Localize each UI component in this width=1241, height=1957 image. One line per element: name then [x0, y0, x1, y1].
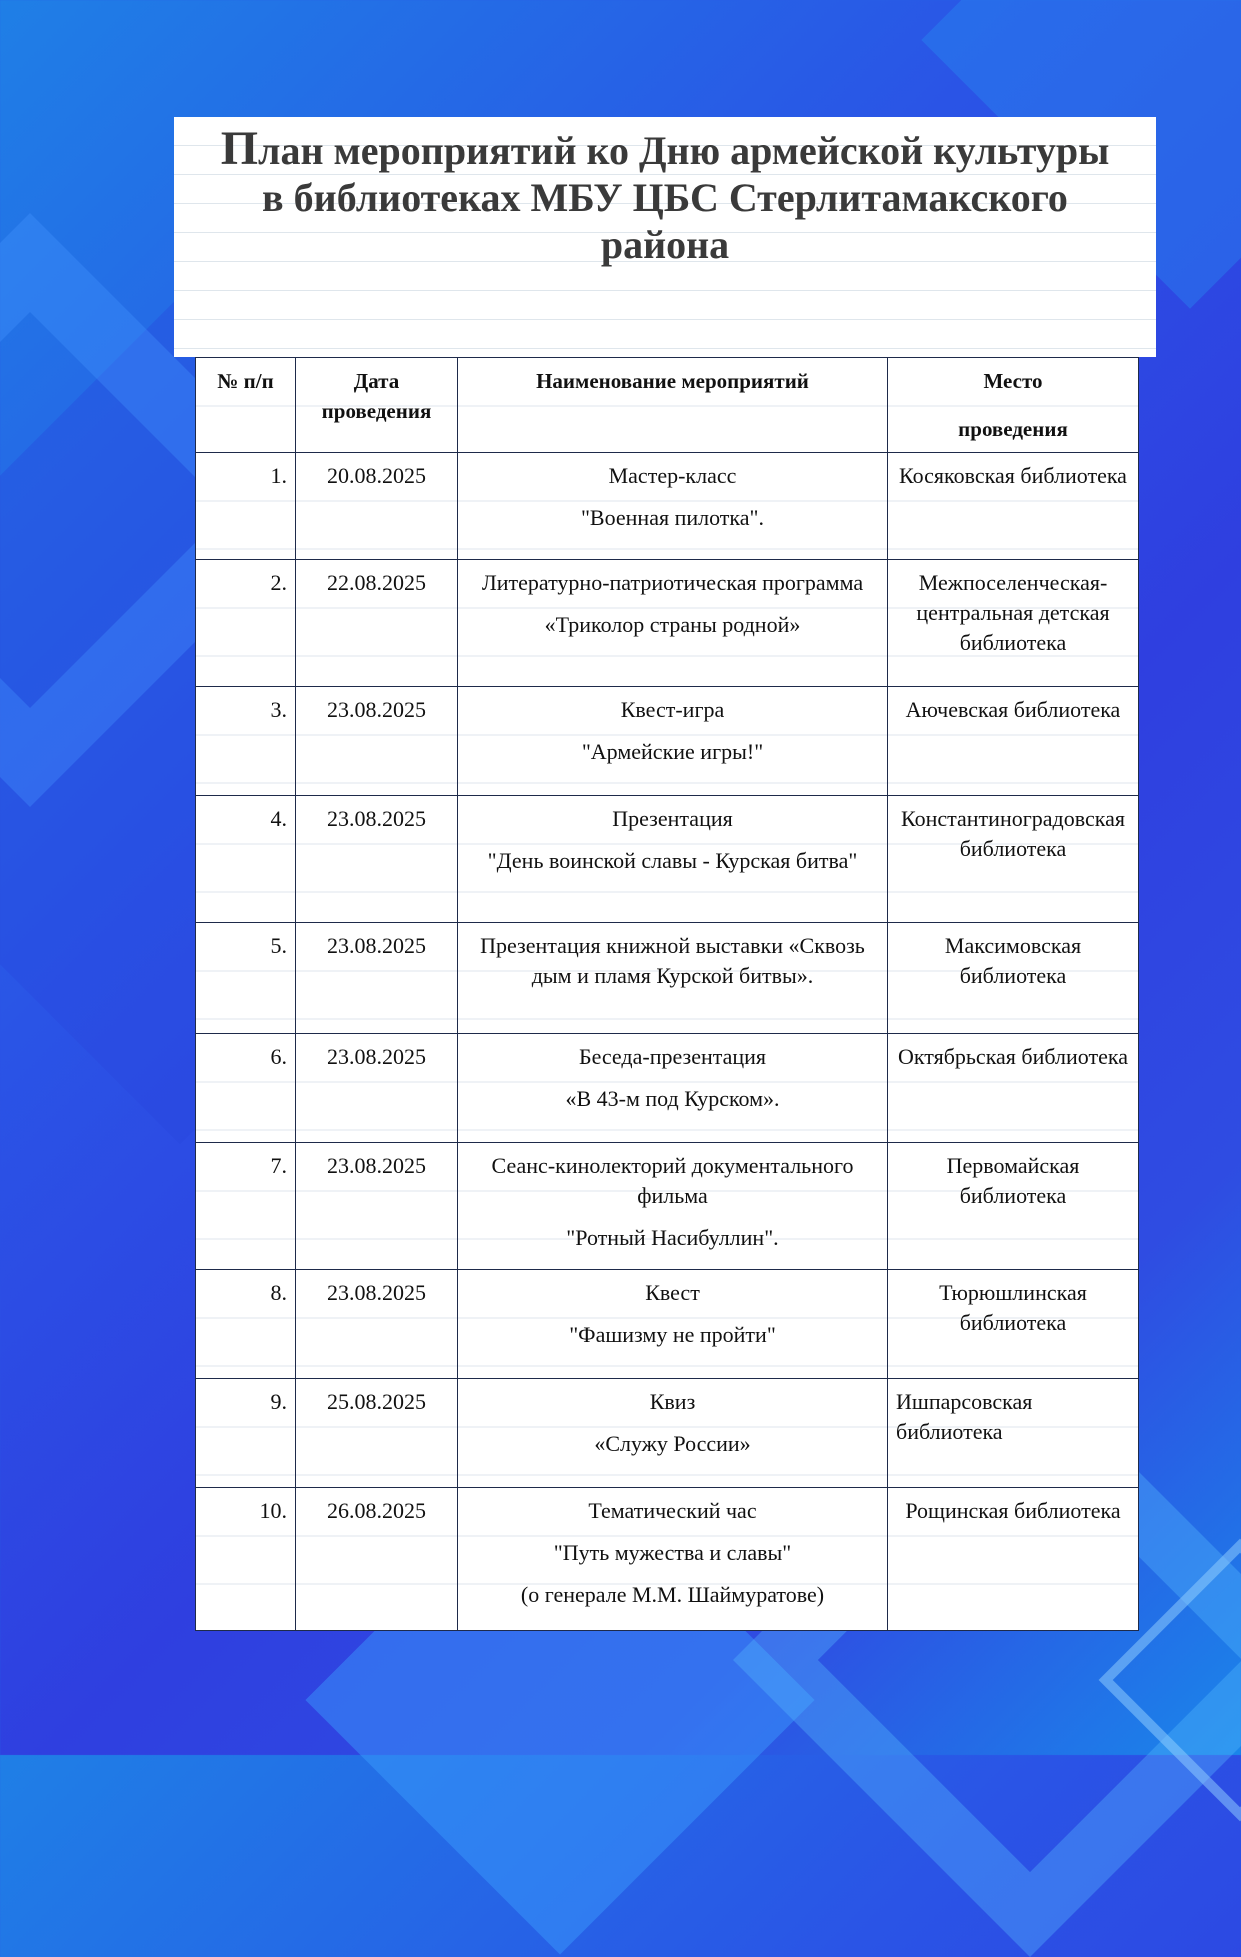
cell-num: 2. — [196, 560, 296, 687]
cell-place: Рощинская библиотека — [888, 1488, 1139, 1631]
cell-date: 23.08.2025 — [296, 1034, 458, 1143]
event-name-line: Литературно-патриотическая программа — [481, 570, 864, 595]
table-row — [196, 1488, 1139, 1631]
event-name-line: Квест-игра — [620, 697, 725, 722]
cell-place: Максимовская библиотека — [888, 923, 1139, 1034]
event-name-line: Презентация — [612, 806, 733, 831]
event-name-line: Сеанс-кинолекторий документального фильма — [491, 1153, 854, 1208]
title-initial: П — [220, 122, 259, 175]
header-num: № п/п — [196, 358, 296, 453]
table-row — [196, 923, 1139, 1034]
event-name-line: Презентация книжной выставки «Сквозь дым и пламя Курской битвы». — [480, 933, 865, 988]
title-block — [174, 117, 1156, 357]
event-name-line: "Ротный Насибуллин". — [566, 1225, 779, 1250]
cell-name — [458, 1270, 888, 1379]
cell-place: Ишпарсовская библиотека — [888, 1379, 1139, 1488]
cell-place: Первомайская библиотека — [888, 1143, 1139, 1270]
header-place-line-2: проведения — [958, 417, 1068, 441]
cell-date: 23.08.2025 — [296, 687, 458, 796]
cell-place: Аючевская библиотека — [888, 687, 1139, 796]
table-row — [196, 687, 1139, 796]
header-place-line-1: Место — [983, 369, 1043, 393]
title-line-2: в библиотеках МБУ ЦБС Стерлитамакского — [262, 175, 1068, 220]
cell-name — [458, 1143, 888, 1270]
events-table — [195, 357, 1139, 1631]
title-line-1: лан мероприятий ко Дню армейской культуры — [258, 128, 1110, 173]
cell-name — [458, 796, 888, 923]
cell-date: 23.08.2025 — [296, 796, 458, 923]
event-name-line: «В 43-м под Курском». — [565, 1086, 780, 1111]
cell-name — [458, 453, 888, 560]
header-date: Дата проведения — [296, 358, 458, 453]
event-name-line: Тематический час — [588, 1498, 757, 1523]
cell-name — [458, 923, 888, 1034]
table-header-row — [196, 358, 1139, 453]
cell-place: Октябрьская библиотека — [888, 1034, 1139, 1143]
event-name-line: "День воинской славы - Курская битва" — [487, 848, 858, 873]
cell-date: 26.08.2025 — [296, 1488, 458, 1631]
event-name-line: Квест — [645, 1280, 700, 1305]
cell-num: 3. — [196, 687, 296, 796]
cell-num: 6. — [196, 1034, 296, 1143]
cell-num: 10. — [196, 1488, 296, 1631]
cell-place: Тюрюшлинская библиотека — [888, 1270, 1139, 1379]
event-name-line: "Фашизму не пройти" — [569, 1322, 776, 1347]
cell-num: 8. — [196, 1270, 296, 1379]
cell-name — [458, 560, 888, 687]
event-name-line: "Путь мужества и славы" — [553, 1540, 792, 1565]
table-row — [196, 1379, 1139, 1488]
cell-date: 22.08.2025 — [296, 560, 458, 687]
cell-num: 9. — [196, 1379, 296, 1488]
table-row — [196, 560, 1139, 687]
table-row — [196, 796, 1139, 923]
cell-num: 1. — [196, 453, 296, 560]
event-name-line: Квиз — [649, 1389, 696, 1414]
cell-date: 20.08.2025 — [296, 453, 458, 560]
header-place — [888, 358, 1139, 453]
cell-num: 5. — [196, 923, 296, 1034]
cell-date: 23.08.2025 — [296, 923, 458, 1034]
event-name-line: "Армейские игры!" — [581, 739, 764, 764]
cell-num: 7. — [196, 1143, 296, 1270]
cell-name — [458, 687, 888, 796]
cell-place: Косяковская библиотека — [888, 453, 1139, 560]
event-name-line: (о генерале М.М. Шаймуратове) — [520, 1582, 825, 1607]
table-row — [196, 1270, 1139, 1379]
table-row — [196, 1143, 1139, 1270]
cell-name — [458, 1034, 888, 1143]
cell-place: Межпоселенческая-центральная детская библиотека — [888, 560, 1139, 687]
cell-name — [458, 1488, 888, 1631]
header-name: Наименование мероприятий — [458, 358, 888, 453]
cell-date: 23.08.2025 — [296, 1143, 458, 1270]
document-title — [174, 122, 1156, 268]
cell-date: 25.08.2025 — [296, 1379, 458, 1488]
event-name-line: "Военная пилотка". — [580, 505, 765, 530]
event-name-line: Мастер-класс — [608, 463, 737, 488]
event-name-line: «Триколор страны родной» — [544, 612, 801, 637]
event-name-line: Беседа-презентация — [578, 1044, 767, 1069]
cell-name — [458, 1379, 888, 1488]
table-row — [196, 453, 1139, 560]
cell-num: 4. — [196, 796, 296, 923]
event-name-line: «Служу России» — [594, 1431, 751, 1456]
cell-place: Константиноградовская библиотека — [888, 796, 1139, 923]
table-row — [196, 1034, 1139, 1143]
title-line-3: района — [600, 222, 730, 267]
cell-date: 23.08.2025 — [296, 1270, 458, 1379]
